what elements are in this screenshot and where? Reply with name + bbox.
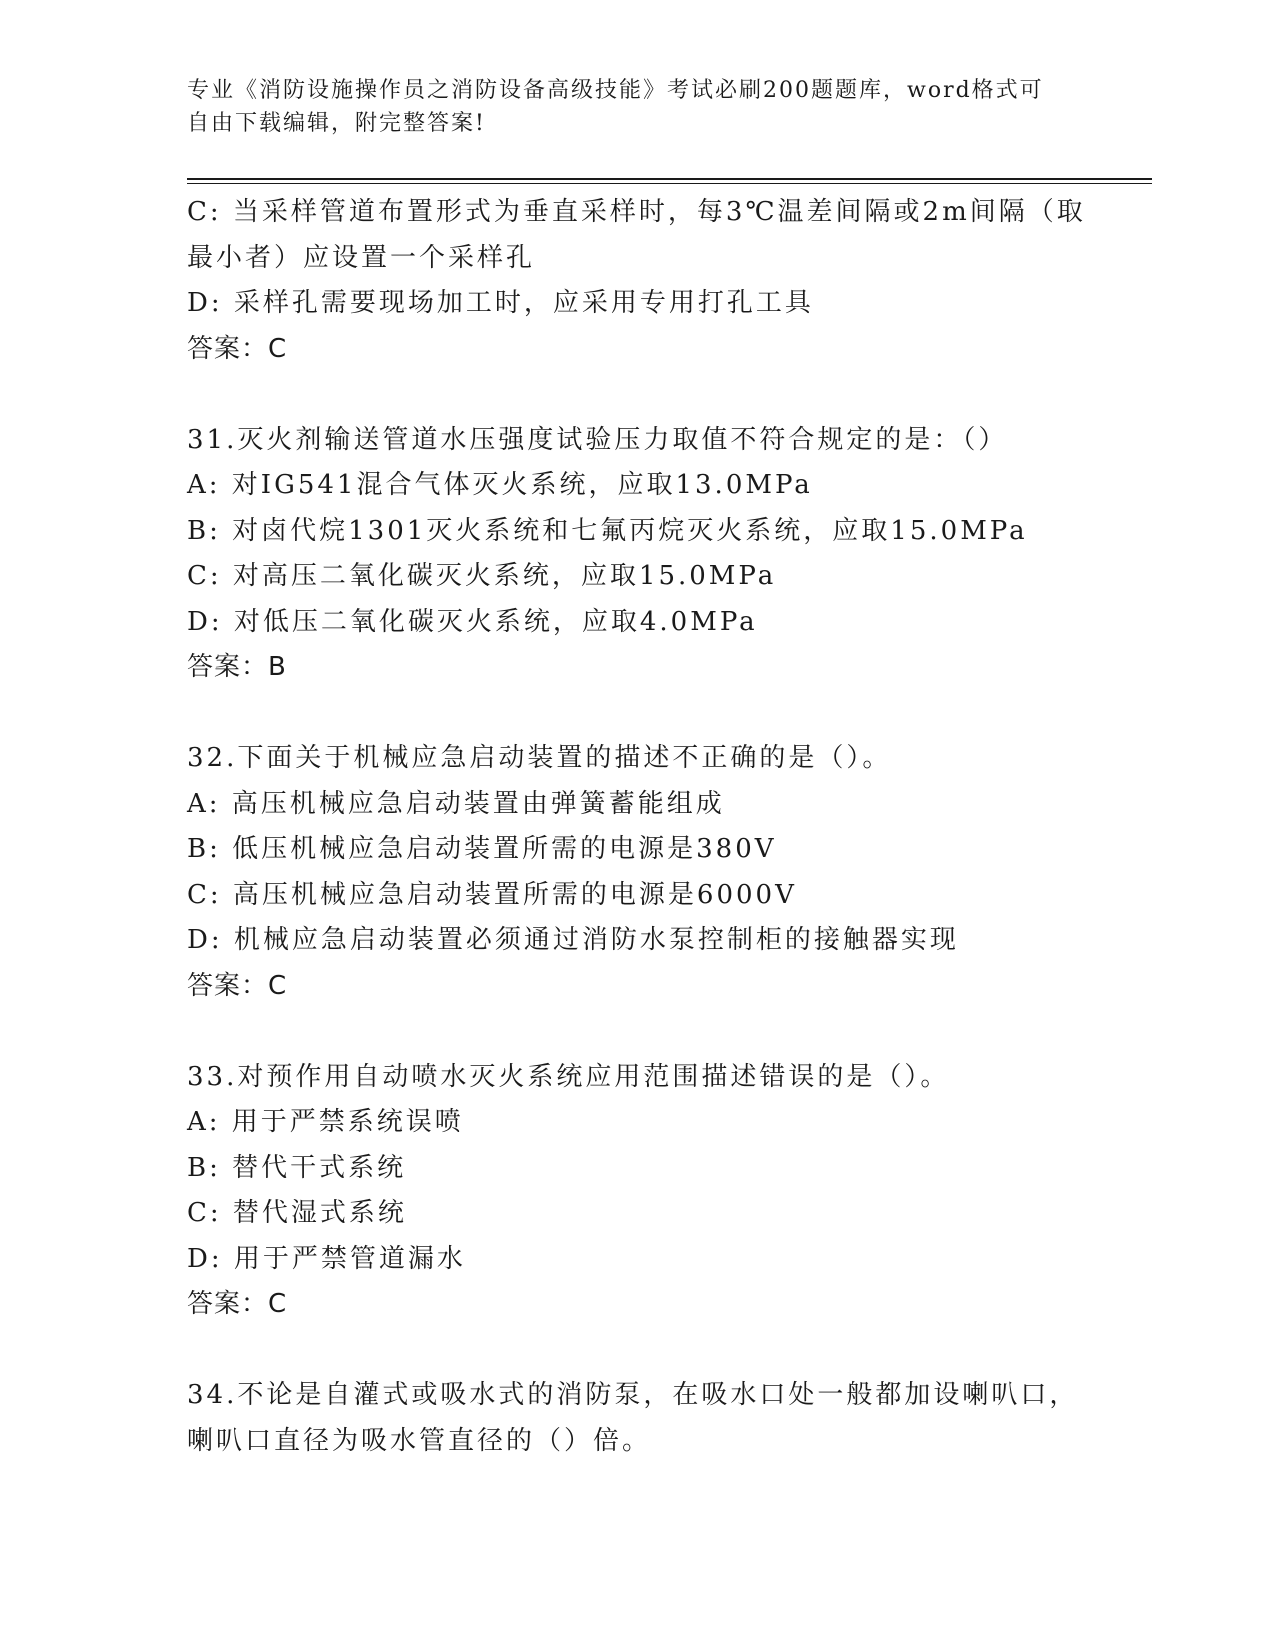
option-d: D: 机械应急启动装置必须通过消防水泵控制柜的接触器实现 (187, 925, 959, 955)
question-34 (187, 1373, 1087, 1464)
option-d: D: 采样孔需要现场加工时，应采用专用打孔工具 (187, 288, 814, 318)
header-divider-thick (187, 178, 1152, 180)
header-line-2: 自由下载编辑，附完整答案! (187, 111, 486, 136)
header-divider-thin (187, 183, 1152, 184)
question-stem: 31.灭火剂输送管道水压强度试验压力取值不符合规定的是：（） (187, 424, 1008, 455)
option-c: C: 当采样管道布置形式为垂直采样时，每3℃温差间隔或2m间隔（取 (187, 197, 1086, 227)
question-stem-continued: 喇叭口直径为吸水管直径的（）倍。 (187, 1425, 652, 1456)
question-stem: 34.不论是自灌式或吸水式的消防泵，在吸水口处一般都加设喇叭口， (187, 1380, 1079, 1410)
option-b: B: 对卤代烷1301灭火系统和七氟丙烷灭火系统，应取15.0MPa (187, 515, 1028, 546)
option-c-continued: 最小者）应设置一个采样孔 (187, 242, 536, 273)
answer: 答案：C (187, 333, 288, 364)
answer: 答案：C (187, 970, 288, 1001)
question-list (187, 190, 1087, 1464)
question-stem: 32.下面关于机械应急启动装置的描述不正确的是（）。 (187, 743, 892, 773)
header-line-1: 专业《消防设施操作员之消防设备高级技能》考试必刷200题题库，word格式可 (187, 78, 1044, 103)
spacer (187, 1328, 1087, 1374)
question-33 (187, 1055, 1087, 1328)
answer: 答案：C (187, 1289, 288, 1319)
spacer (187, 1009, 1087, 1055)
option-d: D: 用于严禁管道漏水 (187, 1243, 466, 1274)
spacer (187, 691, 1087, 737)
option-c: C: 高压机械应急启动装置所需的电源是6000V (187, 879, 797, 910)
option-a: A: 高压机械应急启动装置由弹簧蓄能组成 (187, 788, 725, 819)
option-c: C: 对高压二氧化碳灭火系统，应取15.0MPa (187, 561, 777, 591)
spacer (187, 372, 1087, 418)
option-a: A: 用于严禁系统误喷 (187, 1107, 464, 1137)
option-c: C: 替代湿式系统 (187, 1198, 407, 1228)
option-b: B: 低压机械应急启动装置所需的电源是380V (187, 834, 777, 864)
previous-question-tail (187, 190, 1087, 372)
document-header (187, 74, 1087, 140)
option-b: B: 替代干式系统 (187, 1152, 407, 1183)
question-31 (187, 418, 1087, 691)
question-32 (187, 736, 1087, 1009)
option-a: A: 对IG541混合气体灭火系统，应取13.0MPa (187, 470, 813, 500)
option-d: D: 对低压二氧化碳灭火系统，应取4.0MPa (187, 606, 758, 637)
answer: 答案：B (187, 652, 287, 682)
question-stem: 33.对预作用自动喷水灭火系统应用范围描述错误的是（）。 (187, 1061, 950, 1092)
